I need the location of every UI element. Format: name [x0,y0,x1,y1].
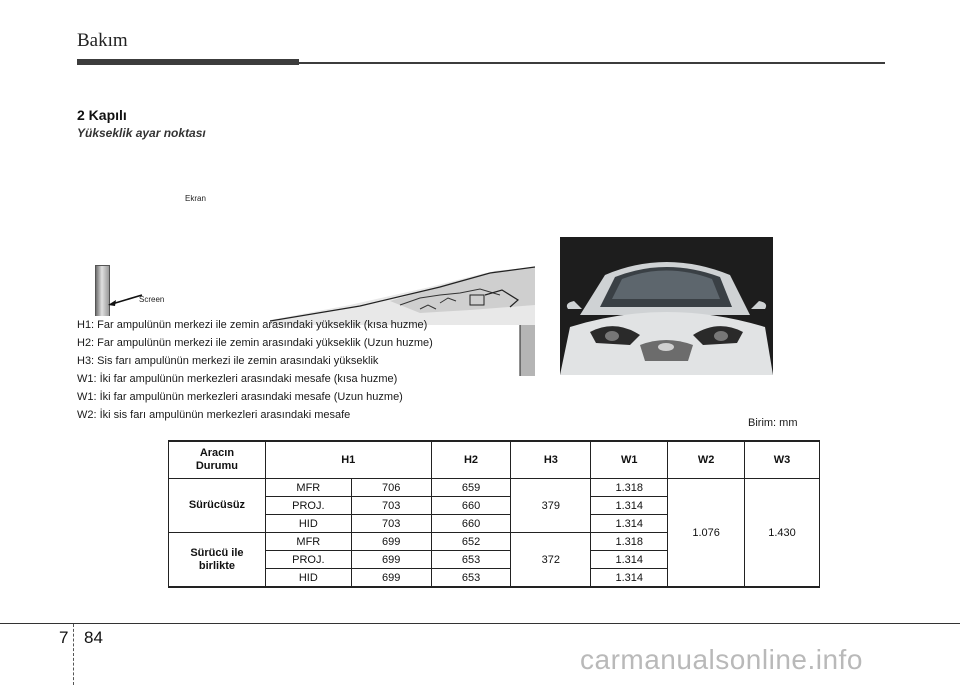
cell-h2: 653 [431,551,511,569]
header-condition-line1: Aracın [199,447,235,459]
group-label-line1: Sürücü ile [190,546,244,559]
header-title: Bakım [77,30,128,51]
header-h1: H1 [265,441,431,479]
cell-type: HID [265,515,351,533]
table-row [169,479,820,497]
cell-w1: 1.318 [591,479,668,497]
header-h2: H2 [431,441,511,479]
section-title: 2 Kapılı [77,107,127,123]
chapter-number: 7 [59,628,69,647]
header-rule-thick [77,59,299,65]
cell-w2: 1.076 [668,479,745,588]
header-condition-line2: Durumu [195,460,239,472]
page-number: 84 [84,628,103,647]
cell-h1: 706 [351,479,431,497]
cell-h1: 699 [351,569,431,588]
cell-w1: 1.314 [591,515,668,533]
car-front-photo [560,237,773,375]
cell-w3: 1.430 [745,479,820,588]
cell-h2: 652 [431,533,511,551]
figure-ekran-label: Ekran [185,194,206,203]
description-h3: H3: Sis farı ampulünün merkezi ile zemin arasındaki yükseklik [77,355,379,367]
header-condition [169,441,266,479]
watermark: carmanualsonline.info [580,644,863,675]
cell-h1: 699 [351,551,431,569]
cell-h1: 703 [351,515,431,533]
cell-w1: 1.314 [591,551,668,569]
cell-w1: 1.318 [591,533,668,551]
cell-h2: 660 [431,515,511,533]
unit-label: Birim: mm [748,417,798,429]
group-label-driverless: Sürücüsüz [169,479,266,533]
header-w3: W3 [745,441,820,479]
cell-w1: 1.314 [591,497,668,515]
header-w1: W1 [591,441,668,479]
header-h3: H3 [511,441,591,479]
cell-h2: 653 [431,569,511,588]
cell-type: PROJ. [265,551,351,569]
footer-rule [0,623,960,624]
cell-h3: 372 [511,533,591,588]
figure-screen-label: Screen [139,295,165,304]
cell-h1: 703 [351,497,431,515]
table-header-row [169,441,820,479]
header-w2: W2 [668,441,745,479]
section-subtitle: Yükseklik ayar noktası [77,126,206,140]
cell-h3: 379 [511,479,591,533]
description-h2: H2: Far ampulünün merkezi ile zemin arasındaki yükseklik (Uzun huzme) [77,337,433,349]
cell-type: MFR [265,479,351,497]
group-label-with-driver [169,533,266,588]
description-w2: W2: İki sis farı ampulünün merkezleri arasındaki mesafe [77,409,351,421]
cell-h2: 659 [431,479,511,497]
cell-type: PROJ. [265,497,351,515]
description-h1: H1: Far ampulünün merkezi ile zemin arasındaki yükseklik (kısa huzme) [77,319,428,331]
header-rule-thin [299,62,885,64]
cell-type: MFR [265,533,351,551]
description-w1-low: W1: İki far ampulünün merkezleri arasındaki mesafe (kısa huzme) [77,373,398,385]
cell-w1: 1.314 [591,569,668,588]
cell-type: HID [265,569,351,588]
headlamp-spec-table [168,440,820,588]
description-w1-high: W1: İki far ampulünün merkezleri arasındaki mesafe (Uzun huzme) [77,391,403,403]
cell-h1: 699 [351,533,431,551]
group-label-line2: birlikte [198,559,235,572]
cell-h2: 660 [431,497,511,515]
footer-divider [73,624,74,685]
